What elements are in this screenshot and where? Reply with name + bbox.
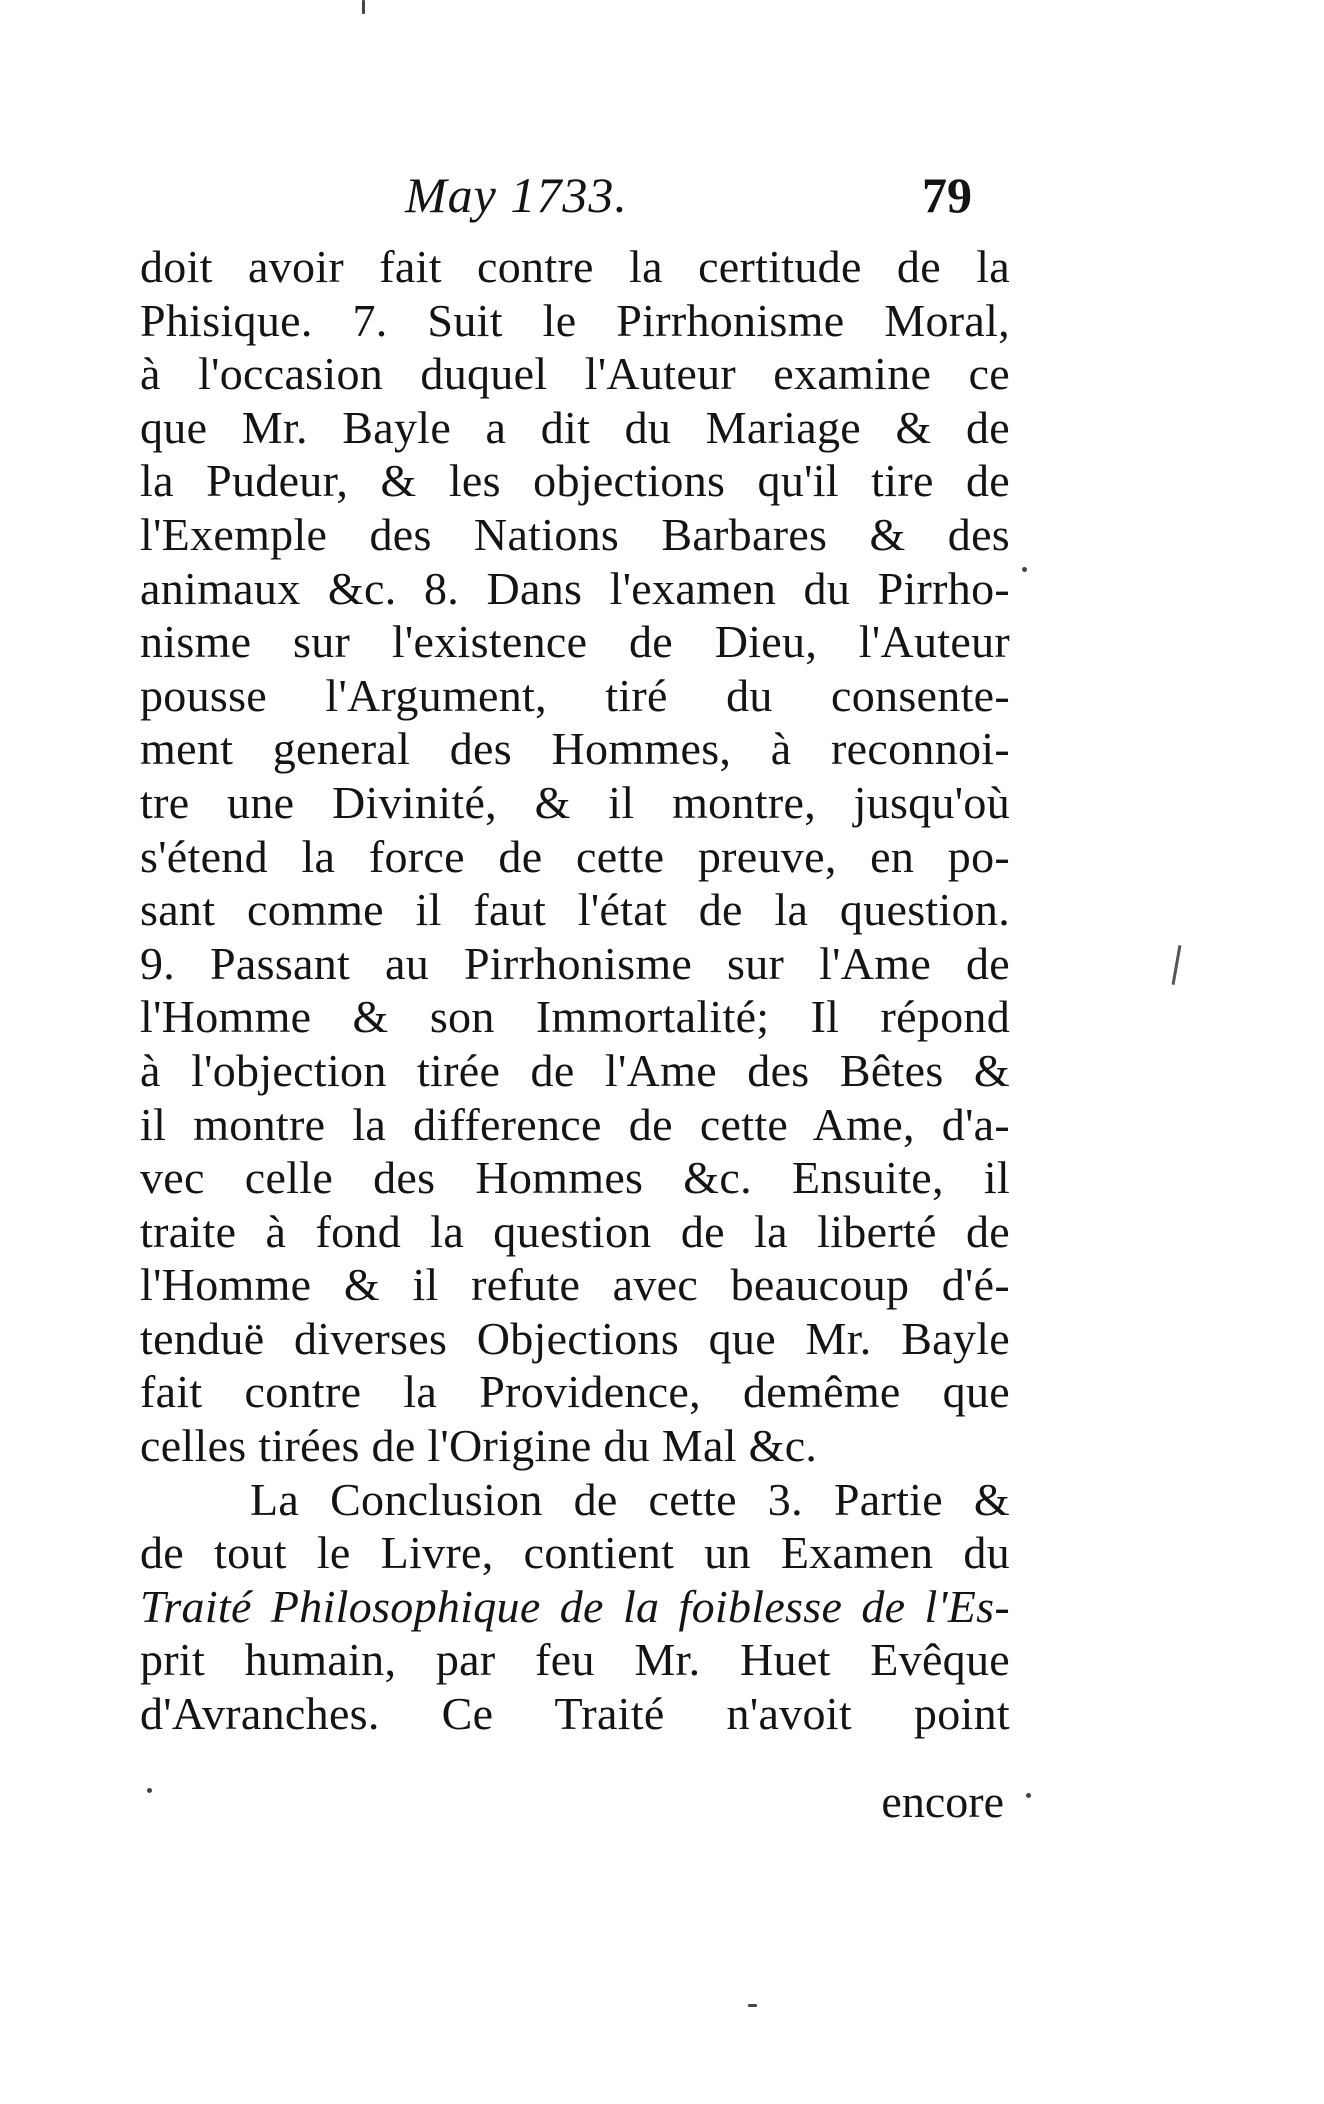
text-line: l'Exemple des Nations Barbares & des: [140, 508, 1010, 560]
text-line: Phisique. 7. Suit le Pirrhonisme Moral,: [140, 294, 1010, 346]
text-line: ment general des Hommes, à reconnoi-: [140, 723, 1010, 775]
text-line: prit humain, par feu Mr. Huet Evêque: [140, 1634, 1010, 1686]
catchword: encore: [881, 1776, 1004, 1827]
text-line: sant comme il faut l'état de la question.: [140, 884, 1010, 936]
text-line: traite à fond la question de la liberté de: [140, 1205, 1010, 1257]
ink-speck: [1022, 567, 1027, 572]
text-line: à l'objection tirée de l'Ame des Bêtes &: [140, 1044, 1010, 1096]
running-head: May 1733.: [405, 167, 628, 223]
ink-speck: [147, 1788, 152, 1793]
page-header: [0, 160, 1324, 240]
text-line: tenduë diverses Objections que Mr. Bayle: [140, 1312, 1010, 1364]
paragraph-start-line: La Conclusion de cette 3. Partie &: [250, 1473, 1010, 1525]
text-line: que Mr. Bayle a dit du Mariage & de: [140, 401, 1010, 453]
body-text: [140, 240, 1010, 1741]
text-line: il montre la difference de cette Ame, d'a-: [140, 1098, 1010, 1150]
text-line: la Pudeur, & les objections qu'il tire de: [140, 455, 1010, 507]
text-line: 9. Passant au Pirrhonisme sur l'Ame de: [140, 937, 1010, 989]
text-line: tre une Divinité, & il montre, jusqu'où: [140, 776, 1010, 828]
text-line: vec celle des Hommes &c. Ensuite, il: [140, 1152, 1010, 1204]
text-line: l'Homme & son Immortalité; Il répond: [140, 991, 1010, 1043]
italic-title-line: Traité Philosophique de la foiblesse de l'Es-: [140, 1580, 1010, 1632]
ink-speck: [362, 0, 365, 14]
ink-speck: [1026, 1793, 1031, 1798]
ink-speck: [748, 2004, 757, 2007]
text-line: s'étend la force de cette preuve, en po-: [140, 830, 1010, 882]
text-line: de tout le Livre, contient un Examen du: [140, 1527, 1010, 1579]
text-line: à l'occasion duquel l'Auteur examine ce: [140, 348, 1010, 400]
text-line: animaux &c. 8. Dans l'examen du Pirrho-: [140, 562, 1010, 614]
page-number: 79: [922, 167, 972, 223]
text-line: celles tirées de l'Origine du Mal &c.: [140, 1420, 818, 1472]
text-line: d'Avranches. Ce Traité n'avoit point: [140, 1688, 1010, 1740]
text-line: l'Homme & il refute avec beaucoup d'é-: [140, 1259, 1010, 1311]
text-line: nisme sur l'existence de Dieu, l'Auteur: [140, 616, 1010, 668]
margin-mark: [1172, 945, 1182, 985]
text-line: doit avoir fait contre la certitude de la: [140, 241, 1010, 292]
text-line: pousse l'Argument, tiré du consente-: [140, 669, 1010, 721]
text-line: fait contre la Providence, demême que: [140, 1366, 1010, 1418]
